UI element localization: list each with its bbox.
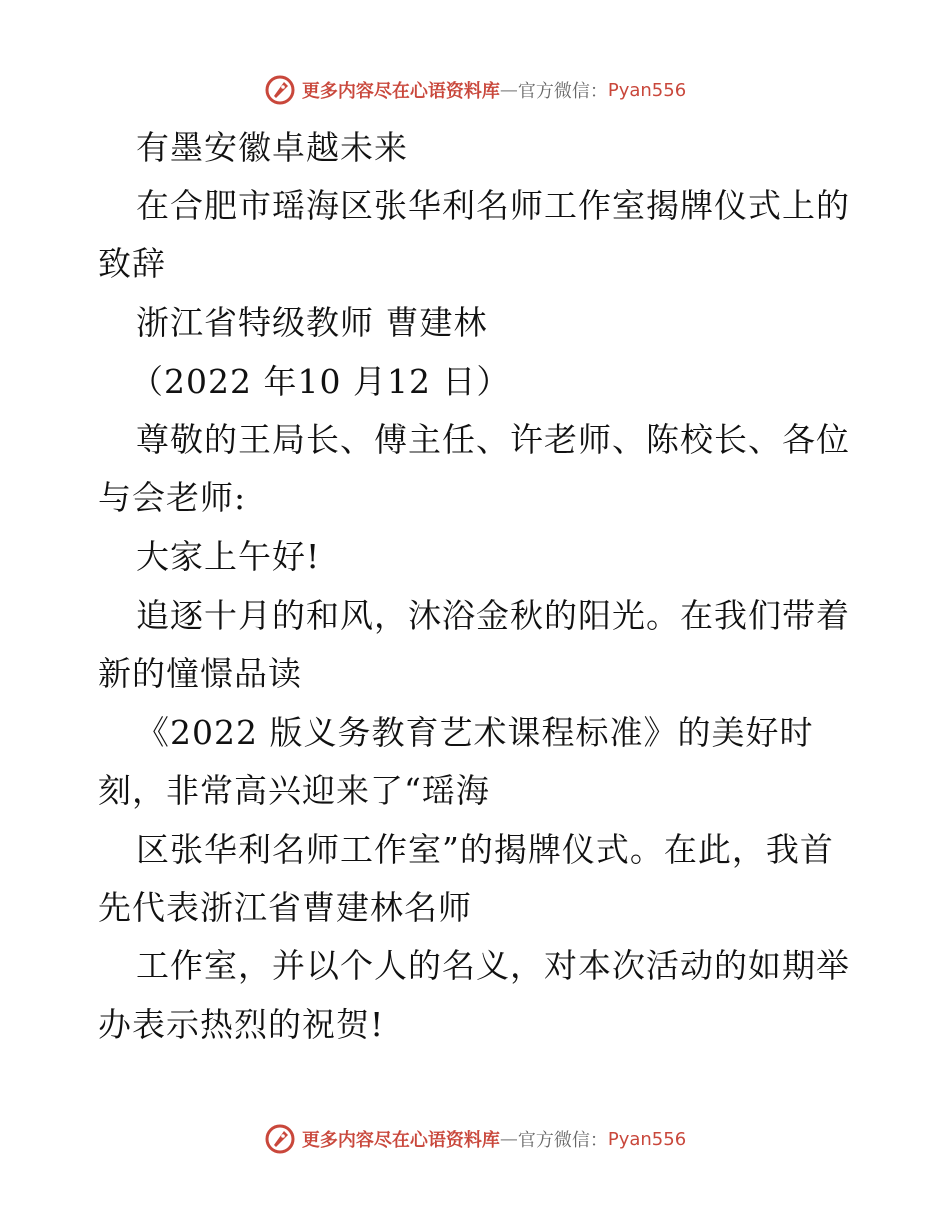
doc-paragraph-line: 追逐十月的和风，沐浴金秋的阳光。在我们带着	[136, 596, 850, 635]
banner-wechat-id: Pyan556	[607, 79, 687, 101]
doc-subtitle-line: 致辞	[98, 244, 166, 283]
doc-paragraph-line: 与会老师:	[98, 478, 247, 517]
doc-title: 有墨安徽卓越未来	[136, 128, 408, 167]
doc-paragraph-line: 新的憧憬品读	[98, 654, 302, 693]
doc-paragraph-line: 先代表浙江省曹建林名师	[98, 888, 472, 927]
doc-paragraph-line: 《2022 版义务教育艺术课程标准》的美好时	[136, 713, 814, 752]
banner-dash: —	[499, 79, 518, 101]
banner-brand-text: 更多内容尽在心语资料库	[301, 1130, 500, 1151]
doc-paragraph-line: 工作室，并以个人的名义，对本次活动的如期举	[136, 946, 850, 985]
pen-nib-logo-icon	[264, 1123, 296, 1155]
banner-dash: —	[499, 1128, 518, 1150]
banner-wechat-label: 官方微信：	[517, 81, 608, 102]
doc-paragraph-line: 办表示热烈的祝贺!	[98, 1005, 385, 1044]
doc-author: 浙江省特级教师 曹建林	[136, 303, 488, 342]
doc-paragraph-line: 区张华利名师工作室”的揭牌仪式。在此，我首	[136, 830, 834, 869]
doc-paragraph-line: 尊敬的王局长、傅主任、许老师、陈校长、各位	[136, 420, 850, 459]
footer-banner	[0, 1119, 950, 1159]
banner-brand-text: 更多内容尽在心语资料库	[301, 81, 500, 102]
doc-date: （2022 年10 月12 日）	[130, 362, 511, 401]
pen-nib-logo-icon	[264, 74, 296, 106]
banner-wechat-label: 官方微信：	[517, 1130, 608, 1151]
doc-subtitle-line: 在合肥市瑶海区张华利名师工作室揭牌仪式上的	[136, 186, 850, 225]
header-banner	[0, 70, 950, 110]
doc-paragraph-line: 刻，非常高兴迎来了“瑶海	[98, 771, 490, 810]
banner-wechat-id: Pyan556	[607, 1128, 687, 1150]
doc-paragraph-line: 大家上午好!	[136, 537, 321, 576]
